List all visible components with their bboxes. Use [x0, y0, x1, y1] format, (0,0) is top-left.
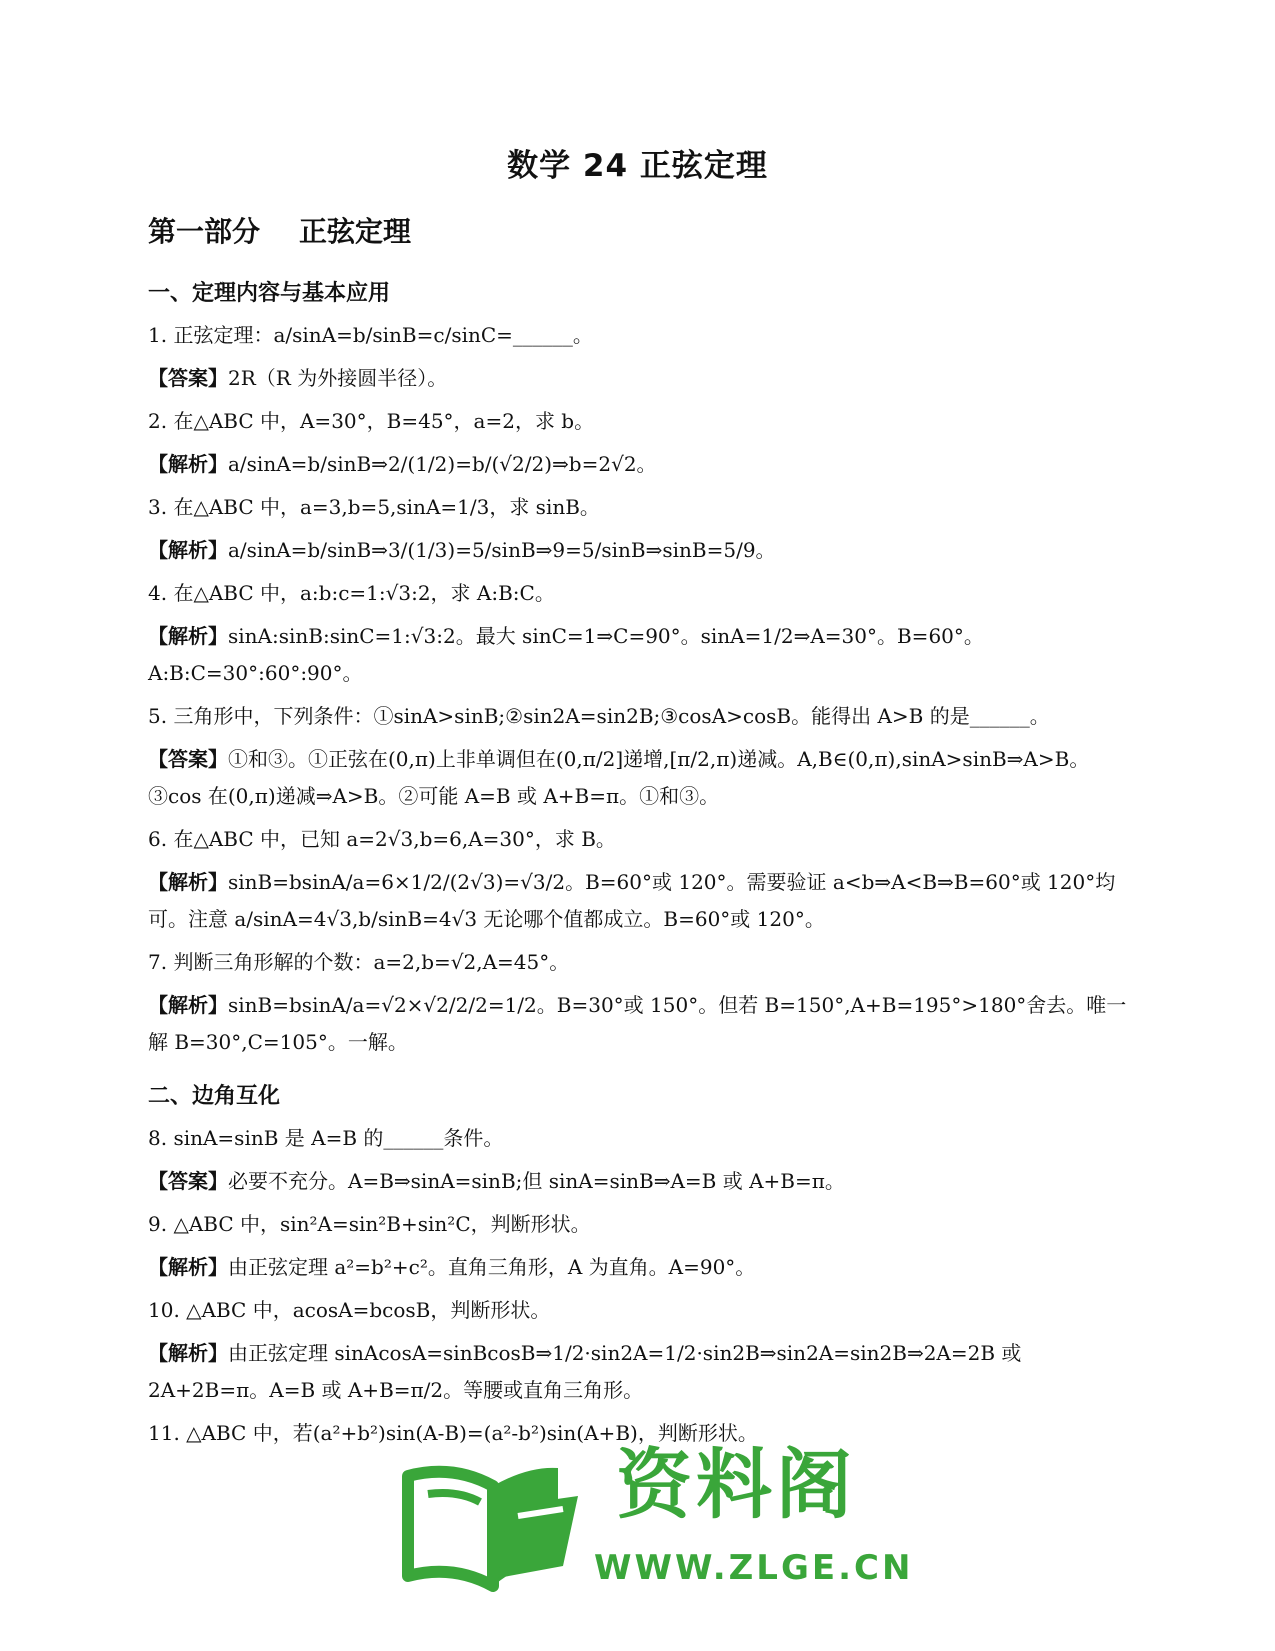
line-text: 2. 在△ABC 中，A=30°，B=45°，a=2，求 b。 [148, 409, 595, 433]
solution-line [148, 1249, 1128, 1286]
line-text: sinA:sinB:sinC=1:√3:2。最大 sinC=1⇒C=90°。sinA=1/2⇒A=30°。B=60°。A:B:C=30°:60°:90°。 [148, 624, 984, 685]
answer-tag: 【解析】 [148, 538, 228, 562]
watermark-logo [398, 1440, 914, 1630]
line-text: 3. 在△ABC 中，a=3,b=5,sinA=1/3，求 sinB。 [148, 495, 600, 519]
solution-line [148, 1335, 1128, 1409]
part-heading: 第一部分 正弦定理 [148, 215, 411, 248]
line-text: 5. 三角形中，下列条件：①sinA>sinB;②sin2A=sin2B;③cosA>cosB。能得出 A>B 的是______。 [148, 704, 1050, 728]
question-line [148, 944, 1128, 981]
question-line [148, 575, 1128, 612]
question-line [148, 317, 1128, 354]
open-book-icon [398, 1446, 588, 1596]
question-line [148, 698, 1128, 735]
line-text: 6. 在△ABC 中，已知 a=2√3,b=6,A=30°，求 B。 [148, 827, 616, 851]
line-text: 由正弦定理 a²=b²+c²。直角三角形，A 为直角。A=90°。 [228, 1255, 756, 1279]
section-heading: 一、定理内容与基本应用 [148, 281, 391, 306]
line-text: 10. △ABC 中，acosA=bcosB，判断形状。 [148, 1298, 551, 1322]
solution-line [148, 864, 1128, 938]
line-text: ①和③。①正弦在(0,π)上非单调但在(0,π/2]递增,[π/2,π)递减。A,B∈(0,π),sinA>sinB⇒A>B。③cos 在(0,π)递减⇒A>B。②可能 A=B 或 A+B=π。①和③。 [148, 747, 1090, 808]
answer-tag: 【解析】 [148, 870, 228, 894]
answer-tag: 【答案】 [148, 747, 228, 771]
solution-line [148, 741, 1128, 815]
answer-tag: 【答案】 [148, 1169, 228, 1193]
line-text: 必要不充分。A=B⇒sinA=sinB;但 sinA=sinB⇒A=B 或 A+B=π。 [228, 1169, 845, 1193]
solution-line [148, 618, 1128, 692]
question-line [148, 1206, 1128, 1243]
document-content [148, 210, 1128, 1458]
solution-line [148, 446, 1128, 483]
document-title: 数学 24 正弦定理 [507, 148, 768, 184]
line-text: sinB=bsinA/a=6×1/2/(2√3)=√3/2。B=60°或 120°。需要验证 a<b⇒A<B⇒B=60°或 120°均可。注意 a/sinA=4√3,b/sinB=4√3 无论哪个值都成立。B=60°或 120°。 [148, 870, 1116, 931]
line-text: sinB=bsinA/a=√2×√2/2/2=1/2。B=30°或 150°。但若 B=150°,A+B=195°>180°舍去。唯一解 B=30°,C=105°。一解。 [148, 993, 1127, 1054]
answer-tag: 【解析】 [148, 1341, 228, 1365]
question-line [148, 1292, 1128, 1329]
solution-line [148, 987, 1128, 1061]
line-text: 2R（R 为外接圆半径）。 [228, 366, 448, 390]
line-text: a/sinA=b/sinB⇒3/(1/3)=5/sinB⇒9=5/sinB⇒sinB=5/9。 [228, 538, 776, 562]
solution-line [148, 360, 1128, 397]
line-text: 1. 正弦定理：a/sinA=b/sinB=c/sinC=______。 [148, 323, 593, 347]
watermark-url: WWW.ZLGE.CN [594, 1548, 914, 1588]
line-text: 4. 在△ABC 中，a:b:c=1:√3:2，求 A:B:C。 [148, 581, 555, 605]
question-line [148, 1120, 1128, 1157]
section-1 [148, 276, 1128, 1061]
answer-tag: 【答案】 [148, 366, 228, 390]
line-text: 8. sinA=sinB 是 A=B 的______条件。 [148, 1126, 504, 1150]
answer-tag: 【解析】 [148, 624, 228, 648]
answer-tag: 【解析】 [148, 452, 228, 476]
solution-line [148, 532, 1128, 569]
solution-line [148, 1163, 1128, 1200]
line-text: 11. △ABC 中，若(a²+b²)sin(A-B)=(a²-b²)sin(A+B)，判断形状。 [148, 1421, 758, 1445]
question-line [148, 489, 1128, 526]
line-text: 7. 判断三角形解的个数：a=2,b=√2,A=45°。 [148, 950, 570, 974]
section-heading: 二、边角互化 [148, 1084, 281, 1109]
line-text: 由正弦定理 sinAcosA=sinBcosB⇒1/2·sin2A=1/2·sin2B⇒sin2A=sin2B⇒2A=2B 或 2A+2B=π。A=B 或 A+B=π/2。等腰或直角三角形。 [148, 1341, 1022, 1402]
watermark-name: 资料阁 [616, 1440, 856, 1529]
section-2 [148, 1079, 1128, 1452]
answer-tag: 【解析】 [148, 993, 228, 1017]
question-line [148, 403, 1128, 440]
question-line [148, 821, 1128, 858]
answer-tag: 【解析】 [148, 1255, 228, 1279]
line-text: a/sinA=b/sinB⇒2/(1/2)=b/(√2/2)⇒b=2√2。 [228, 452, 657, 476]
line-text: 9. △ABC 中，sin²A=sin²B+sin²C，判断形状。 [148, 1212, 591, 1236]
